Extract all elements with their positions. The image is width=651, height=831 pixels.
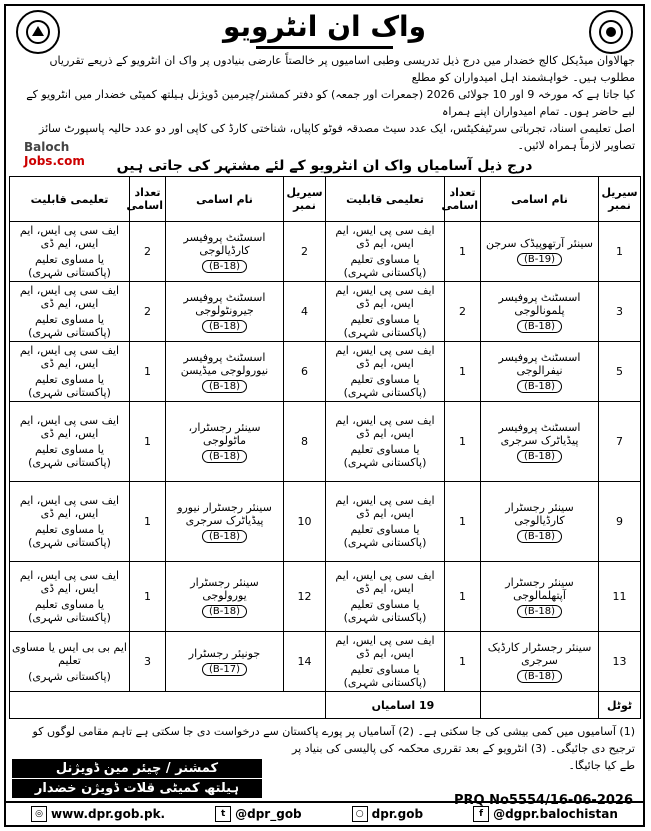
column-header: تعلیمی قابلیت (326, 177, 445, 222)
post-name (481, 632, 599, 692)
qualification-line: یا مساوی تعلیم (پاکستانی شہری) (28, 373, 111, 399)
post-qualification (326, 562, 445, 632)
signature-block (12, 758, 262, 799)
qualification-line: (پاکستانی شہری) (28, 669, 111, 683)
post-title: اسسٹنٹ پروفیسر پیڈیاٹرک سرجری (498, 420, 581, 447)
page-title (6, 10, 643, 43)
post-count: 1 (445, 562, 481, 632)
serial-number: 10 (284, 482, 326, 562)
post-grade: (B-18) (202, 530, 247, 543)
signature-line-1: کمشنر / چیئر مین ڈویژنل (12, 759, 262, 778)
serial-number: 3 (599, 282, 641, 342)
notes-line: طے کیا جائیگا۔ (568, 759, 635, 772)
post-name (481, 562, 599, 632)
post-name (481, 342, 599, 402)
post-grade: (B-18) (517, 320, 562, 333)
post-count: 1 (445, 342, 481, 402)
balochistan-logo-icon (589, 10, 633, 54)
qualification-line: یا مساوی تعلیم (پاکستانی شہری) (28, 313, 111, 339)
qualification-line: ایم بی بی ایس یا مساوی تعلیم (12, 640, 127, 667)
serial-number: 13 (599, 632, 641, 692)
serial-number: 4 (284, 282, 326, 342)
post-count: 1 (445, 402, 481, 482)
globe-icon: ◎ (31, 806, 47, 822)
post-name (481, 482, 599, 562)
post-name (166, 632, 284, 692)
column-header: سیریل نمبر (599, 177, 641, 222)
table-row (10, 342, 641, 402)
post-count: 1 (130, 482, 166, 562)
footer-twitter[interactable] (215, 806, 302, 822)
table-row (10, 632, 641, 692)
advertisement-page (4, 4, 645, 827)
post-grade: (B-18) (517, 670, 562, 683)
column-header: تعلیمی قابلیت (10, 177, 130, 222)
qualification-line: ایف سی پی ایس، ایم ایس، ایم ڈی (19, 224, 120, 250)
table-header-row (10, 177, 641, 222)
qualification-line: یا مساوی تعلیم (پاکستانی شہری) (28, 598, 111, 624)
post-name (166, 482, 284, 562)
post-title: سینئر آرتھوپیڈک سرجن (486, 237, 593, 250)
table-row (10, 282, 641, 342)
facebook-text: @dgpr.balochistan (493, 807, 618, 821)
posts-table (9, 176, 641, 719)
notes-line: (1) آسامیوں میں کمی بیشی کی جا سکتی ہے۔ (2) آسامیاں پر پورے پاکستان سے درخواست دی جا سکتی ہے تاہم مقامی لوگوں کو ترجیح دی جائیگی۔ (3) انٹرویو کے بعد تقرری محکمہ کی پالیسی کی بنیاد پر (32, 725, 635, 755)
post-grade: (B-18) (202, 380, 247, 393)
post-title: سینئر رجسٹرار نیورو پیڈیاٹرک سرجری (177, 500, 272, 527)
intro-line: جھالاوان میڈیکل کالج خضدار میں درج ذیل تدریسی وطبی اسامیوں پر خالصتاً عارضی بنیادوں پر واک ان انٹرویو کے ذریعے تقرریاں مطلوب ہیں۔ خواہشمند اہل امیدواران کو مطلع (49, 54, 635, 84)
column-header: تعداد اسامی (130, 177, 166, 222)
post-count: 1 (445, 482, 481, 562)
post-grade: (B-18) (202, 260, 247, 273)
qualification-line: یا مساوی تعلیم (پاکستانی شہری) (343, 523, 427, 549)
total-empty (10, 692, 326, 719)
instagram-icon: ○ (352, 806, 368, 822)
serial-number: 9 (599, 482, 641, 562)
post-qualification (10, 342, 130, 402)
post-count: 1 (130, 342, 166, 402)
post-title: سینئر رجسٹرار یورولوجی (190, 575, 259, 602)
intro-text (6, 52, 643, 154)
qualification-line: ایف سی پی ایس، ایم ایس، ایم ڈی (335, 224, 435, 250)
serial-number: 11 (599, 562, 641, 632)
qualification-line: یا مساوی تعلیم (پاکستانی شہری) (28, 253, 111, 279)
table-row (10, 402, 641, 482)
intro-line: کیا جاتا ہے کہ مورخہ 9 اور 10 جولائی 2026 (جمعرات اور جمعہ) کو دفتر کمشنر/چیرمین ڈویژنل ہیلتھ کمیٹی خضدار میں انٹرویو کے لیے حاضر ہوں۔ تمام امیدواران اپنے ہمراہ (26, 88, 635, 118)
column-header: تعداد اسامی (445, 177, 481, 222)
instagram-text: dpr.gob (371, 807, 424, 821)
serial-number: 6 (284, 342, 326, 402)
table-row (10, 562, 641, 632)
post-qualification (326, 342, 445, 402)
post-qualification (326, 482, 445, 562)
post-count: 2 (130, 282, 166, 342)
qualification-line: ایف سی پی ایس، ایم ایس، ایم ڈی (19, 569, 120, 595)
post-qualification (10, 632, 130, 692)
post-qualification (326, 282, 445, 342)
post-qualification (10, 402, 130, 482)
prq-number: PRQ No5554/16-06-2026 (453, 793, 633, 808)
qualification-line: ایف سی پی ایس، ایم ایس، ایم ڈی (335, 494, 435, 520)
qualification-line: یا مساوی تعلیم (پاکستانی شہری) (343, 253, 427, 279)
post-qualification (10, 282, 130, 342)
post-title: سینئر رجسٹرار، ماٹولوجی (188, 420, 261, 447)
table-subheading: درج ذیل آسامیاں واک ان انٹرویو کے لئے مشتہر کی جاتی ہیں (116, 158, 533, 174)
watermark (24, 140, 85, 168)
total-row (10, 692, 641, 719)
qualification-line: ایف سی پی ایس، ایم ایس، ایم ڈی (335, 569, 435, 595)
post-grade: (B-18) (517, 380, 562, 393)
post-qualification (326, 402, 445, 482)
post-grade: (B-18) (202, 320, 247, 333)
post-title: سینئر رجسٹرار کارڈیالوجی (505, 500, 574, 527)
title-underline (256, 46, 393, 49)
column-header: سیریل نمبر (284, 177, 326, 222)
post-title: اسسٹنٹ پروفیسر پلمونالوجی (498, 290, 581, 317)
twitter-icon: t (215, 806, 231, 822)
serial-number: 1 (599, 222, 641, 282)
post-name (166, 282, 284, 342)
qualification-line: یا مساوی تعلیم (پاکستانی شہری) (343, 373, 427, 399)
serial-number: 7 (599, 402, 641, 482)
column-header: نام اسامی (166, 177, 284, 222)
serial-number: 12 (284, 562, 326, 632)
post-name (481, 402, 599, 482)
post-name (166, 222, 284, 282)
post-count: 1 (130, 562, 166, 632)
post-count: 1 (445, 632, 481, 692)
signature-line-2: ہیلتھ کمیٹی قلات ڈویژن خضدار (12, 779, 262, 798)
post-grade: (B-18) (202, 450, 247, 463)
watermark-line-2: Jobs.com (24, 154, 85, 168)
total-empty (481, 692, 599, 719)
post-title: سینئر رجسٹرار کارڈیک سرجری (487, 640, 592, 667)
twitter-text: @dpr_gob (235, 807, 302, 821)
header (6, 6, 643, 52)
post-grade: (B-19) (517, 253, 562, 266)
post-title: اسسٹنٹ پروفیسر جیرونٹولوجی (183, 290, 266, 317)
post-name (166, 562, 284, 632)
qualification-line: یا مساوی تعلیم (پاکستانی شہری) (343, 598, 427, 624)
post-grade: (B-18) (202, 605, 247, 618)
footer-facebook[interactable] (473, 806, 618, 822)
post-title: سینئر رجسٹرار آپتھلمالوجی (505, 575, 574, 602)
qualification-line: ایف سی پی ایس، ایم ایس، ایم ڈی (335, 344, 435, 370)
watermark-line-1: Baloch (24, 140, 70, 154)
post-count: 1 (130, 402, 166, 482)
qualification-line: ایف سی پی ایس، ایم ایس، ایم ڈی (19, 494, 120, 520)
column-header: نام اسامی (481, 177, 599, 222)
post-count: 2 (130, 222, 166, 282)
total-label: ٹوٹل (599, 692, 641, 719)
serial-number: 2 (284, 222, 326, 282)
facebook-icon: f (473, 806, 489, 822)
post-grade: (B-18) (517, 450, 562, 463)
qualification-line: ایف سی پی ایس، ایم ایس، ایم ڈی (19, 344, 120, 370)
post-title: اسسٹنٹ پروفیسر نیورولوجی میڈیسن (180, 350, 269, 377)
serial-number: 14 (284, 632, 326, 692)
post-count: 2 (445, 282, 481, 342)
title-text: واک ان انٹرویو (222, 10, 427, 43)
footer-instagram[interactable] (352, 806, 423, 822)
footer (6, 801, 643, 825)
post-qualification (10, 222, 130, 282)
footer-website[interactable] (31, 806, 165, 822)
table-row (10, 482, 641, 562)
qualification-line: ایف سی پی ایس، ایم ایس، ایم ڈی (335, 284, 435, 310)
post-title: جونیئر رجسٹرار (188, 647, 261, 660)
intro-line: اصل تعلیمی اسناد، تجرباتی سرٹیفکیٹس، ایک عدد سیٹ مصدقہ فوٹو کاپیاں، شناختی کارڈ کی کاپی اور دو عدد حالیہ پاسپورٹ سائز تصاویر لازماً ہمراہ لائیں۔ (39, 122, 635, 152)
qualification-line: یا مساوی تعلیم (پاکستانی شہری) (28, 443, 111, 469)
post-name (481, 282, 599, 342)
qualification-line: ایف سی پی ایس، ایم ایس، ایم ڈی (335, 634, 435, 660)
post-grade: (B-18) (517, 530, 562, 543)
qualification-line: یا مساوی تعلیم (پاکستانی شہری) (28, 523, 111, 549)
qualification-line: ایف سی پی ایس، ایم ایس، ایم ڈی (335, 414, 435, 440)
post-qualification (326, 632, 445, 692)
post-qualification (10, 482, 130, 562)
table-row (10, 222, 641, 282)
serial-number: 5 (599, 342, 641, 402)
post-name (166, 342, 284, 402)
post-grade: (B-17) (202, 663, 247, 676)
serial-number: 8 (284, 402, 326, 482)
qualification-line: ایف سی پی ایس، ایم ایس، ایم ڈی (19, 284, 120, 310)
qualification-line: یا مساوی تعلیم (پاکستانی شہری) (343, 313, 427, 339)
post-count: 1 (445, 222, 481, 282)
post-title: اسسٹنٹ پروفیسر نیفرالوجی (498, 350, 581, 377)
post-title: اسسٹنٹ پروفیسر کارڈیالوجی (183, 230, 266, 257)
qualification-line: یا مساوی تعلیم (پاکستانی شہری) (343, 443, 427, 469)
total-value: 19 اسامیاں (326, 692, 481, 719)
post-count: 3 (130, 632, 166, 692)
qualification-line: یا مساوی تعلیم (پاکستانی شہری) (343, 663, 427, 689)
post-grade: (B-18) (517, 605, 562, 618)
post-name (481, 222, 599, 282)
website-text: www.dpr.gob.pk. (51, 807, 166, 821)
post-qualification (326, 222, 445, 282)
qualification-line: ایف سی پی ایس، ایم ایس، ایم ڈی (19, 414, 120, 440)
post-qualification (10, 562, 130, 632)
post-name (166, 402, 284, 482)
